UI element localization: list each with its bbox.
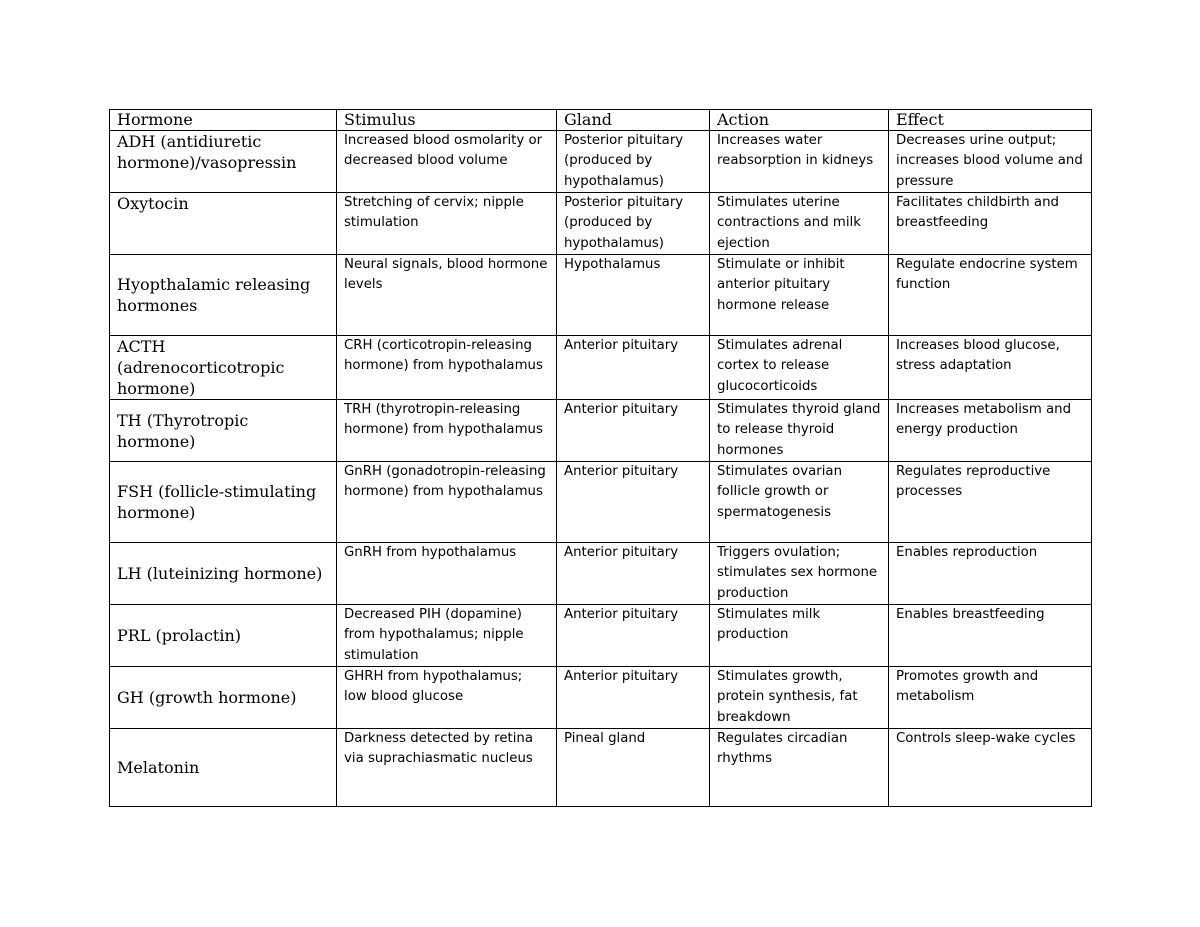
stimulus-cell: Neural signals, blood hormone levels <box>337 255 557 336</box>
effect-cell: Regulates reproductive processes <box>889 462 1092 543</box>
action-cell: Stimulate or inhibit anterior pituitary hormone release <box>710 255 889 336</box>
effect-cell: Promotes growth and metabolism <box>889 667 1092 729</box>
stimulus-cell: TRH (thyrotropin-releasing hormone) from hypothalamus <box>337 400 557 462</box>
action-cell: Regulates circadian rhythms <box>710 729 889 807</box>
effect-cell: Increases metabolism and energy production <box>889 400 1092 462</box>
hormone-cell: ACTH (adrenocorticotropic hormone) <box>110 336 337 400</box>
table-row <box>110 729 1092 807</box>
hormone-cell: ADH (antidiuretic hormone)/vasopressin <box>110 131 337 193</box>
effect-cell: Controls sleep-wake cycles <box>889 729 1092 807</box>
header-hormone: Hormone <box>110 110 337 131</box>
gland-cell: Anterior pituitary <box>557 667 710 729</box>
action-cell: Triggers ovulation; stimulates sex hormone production <box>710 543 889 605</box>
gland-cell: Posterior pituitary (produced by hypothalamus) <box>557 193 710 255</box>
action-cell: Stimulates growth, protein synthesis, fat breakdown <box>710 667 889 729</box>
stimulus-cell: Stretching of cervix; nipple stimulation <box>337 193 557 255</box>
effect-cell: Enables reproduction <box>889 543 1092 605</box>
hormone-cell: LH (luteinizing hormone) <box>110 543 337 605</box>
table-row <box>110 400 1092 462</box>
table-row <box>110 605 1092 667</box>
header-action: Action <box>710 110 889 131</box>
action-cell: Stimulates milk production <box>710 605 889 667</box>
table-row <box>110 131 1092 193</box>
action-cell: Increases water reabsorption in kidneys <box>710 131 889 193</box>
hormone-cell: Melatonin <box>110 729 337 807</box>
effect-cell: Increases blood glucose, stress adaptation <box>889 336 1092 400</box>
gland-cell: Anterior pituitary <box>557 543 710 605</box>
stimulus-cell: Increased blood osmolarity or decreased blood volume <box>337 131 557 193</box>
effect-cell: Decreases urine output; increases blood volume and pressure <box>889 131 1092 193</box>
header-stimulus: Stimulus <box>337 110 557 131</box>
stimulus-cell: GHRH from hypothalamus; low blood glucose <box>337 667 557 729</box>
table-row <box>110 336 1092 400</box>
hormone-cell: Hyopthalamic releasing hormones <box>110 255 337 336</box>
gland-cell: Anterior pituitary <box>557 605 710 667</box>
effect-cell: Regulate endocrine system function <box>889 255 1092 336</box>
stimulus-cell: CRH (corticotropin-releasing hormone) from hypothalamus <box>337 336 557 400</box>
table-row <box>110 462 1092 543</box>
hormone-cell: Oxytocin <box>110 193 337 255</box>
effect-cell: Facilitates childbirth and breastfeeding <box>889 193 1092 255</box>
action-cell: Stimulates adrenal cortex to release glucocorticoids <box>710 336 889 400</box>
table-row <box>110 255 1092 336</box>
gland-cell: Anterior pituitary <box>557 336 710 400</box>
action-cell: Stimulates uterine contractions and milk ejection <box>710 193 889 255</box>
header-row <box>110 110 1092 131</box>
gland-cell: Posterior pituitary (produced by hypothalamus) <box>557 131 710 193</box>
hormone-cell: TH (Thyrotropic hormone) <box>110 400 337 462</box>
table-row <box>110 543 1092 605</box>
stimulus-cell: GnRH from hypothalamus <box>337 543 557 605</box>
gland-cell: Anterior pituitary <box>557 400 710 462</box>
effect-cell: Enables breastfeeding <box>889 605 1092 667</box>
hormone-cell: FSH (follicle-stimulating hormone) <box>110 462 337 543</box>
action-cell: Stimulates thyroid gland to release thyroid hormones <box>710 400 889 462</box>
action-cell: Stimulates ovarian follicle growth or spermatogenesis <box>710 462 889 543</box>
gland-cell: Anterior pituitary <box>557 462 710 543</box>
table-row <box>110 667 1092 729</box>
header-gland: Gland <box>557 110 710 131</box>
gland-cell: Hypothalamus <box>557 255 710 336</box>
stimulus-cell: Darkness detected by retina via suprachiasmatic nucleus <box>337 729 557 807</box>
hormone-table <box>109 109 1092 807</box>
stimulus-cell: Decreased PIH (dopamine) from hypothalamus; nipple stimulation <box>337 605 557 667</box>
gland-cell: Pineal gland <box>557 729 710 807</box>
hormone-cell: GH (growth hormone) <box>110 667 337 729</box>
header-effect: Effect <box>889 110 1092 131</box>
hormone-cell: PRL (prolactin) <box>110 605 337 667</box>
stimulus-cell: GnRH (gonadotropin-releasing hormone) from hypothalamus <box>337 462 557 543</box>
table-row <box>110 193 1092 255</box>
